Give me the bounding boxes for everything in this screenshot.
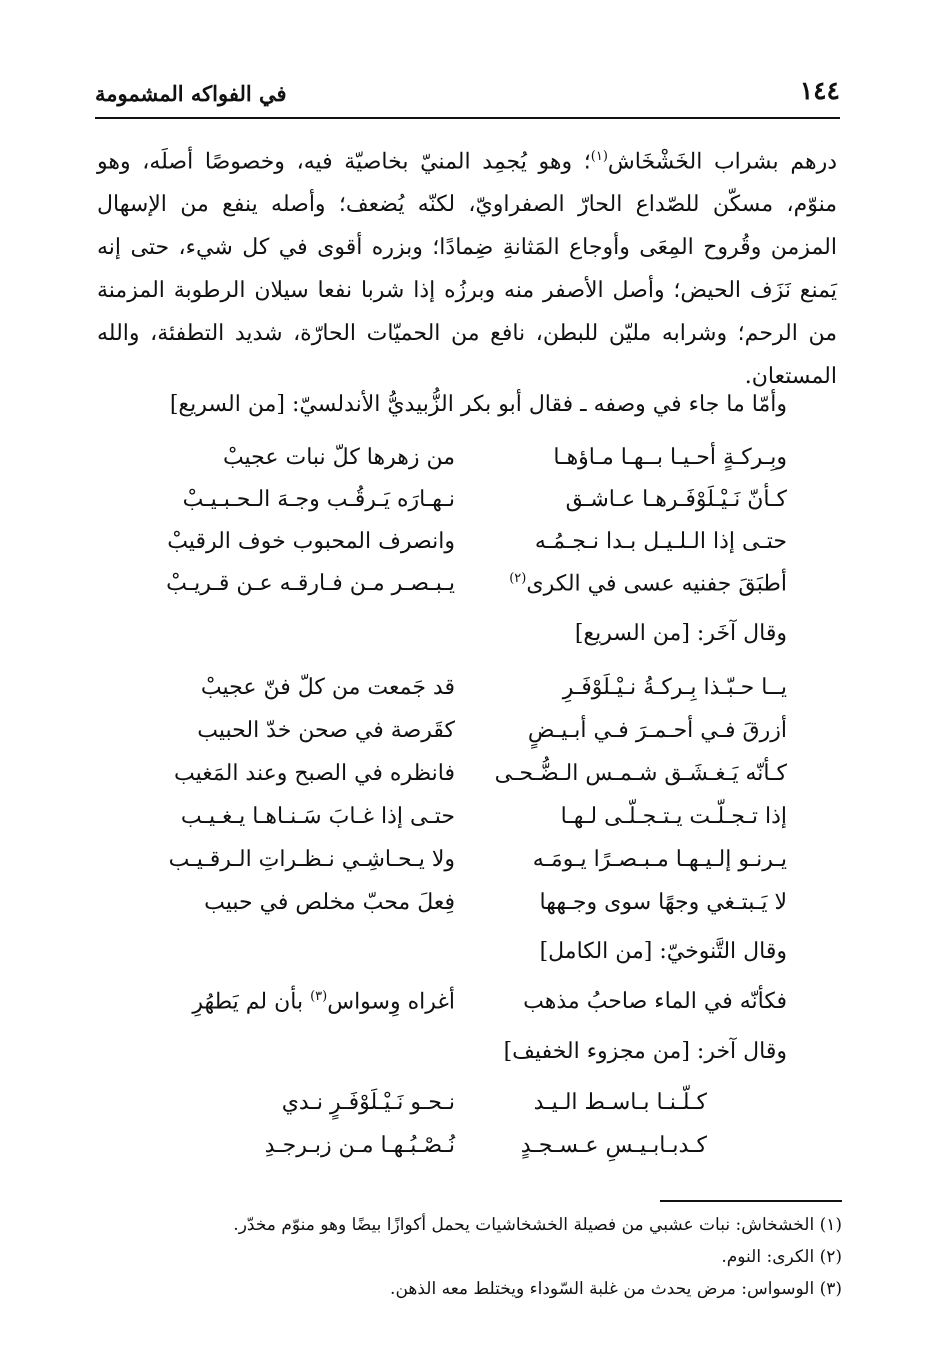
poem2-verse4-left: حتـى إذا غـابَ سَـنـاهـا يـغـيـب bbox=[180, 804, 455, 829]
page-number: ١٤٤ bbox=[799, 76, 840, 105]
poem1-verse1-left: من زهرها كلّ نبات عجيبْ bbox=[222, 445, 455, 470]
poem3-verse1-right: فكأنّه في الماء صاحبُ مذهب bbox=[523, 989, 787, 1014]
poem2-verse4-right: إذا تـجـلّـت يـتـجـلّـى لـهـا bbox=[560, 804, 787, 829]
running-title: في الفواكه المشمومة bbox=[95, 81, 287, 106]
paragraph-part-1: درهم بشراب الخَشْخَاش bbox=[607, 149, 838, 175]
header-divider bbox=[95, 117, 840, 119]
poem2-verse6-right: لا يَـبتـغي وجهًا سوى وجـهها bbox=[539, 890, 787, 915]
paragraph-part-2: ؛ وهو يُجمِد المنيّ بخاصيّة فيه، وخصوصًا أصلَه، وهو منوّم، مسكّن للصّداع الحارّ الصفراويّ، لكنّه يُضعف؛ وأصله ينفع من الإسهال المزمن وقُروح المِعَى وأوجاع المَثانةِ ضِمادًا؛ وبزره أقوى في كل شيء، حتى إنه يَمنع نَزَف الحيض؛ وأصل الأصفر منه وبرزُه إذا شربا نفعا سيلان الرطوبة المزمنة من الرحم؛ وشرابه مليّن للبطن، نافع من الحميّات الحارّة، شديد التطفئة، والله المستعان. bbox=[97, 149, 837, 390]
poem1-verse3-right: حتـى إذا الـلـيـل بـدا نـجـمُـه bbox=[534, 529, 787, 554]
body-paragraph bbox=[97, 135, 837, 398]
poem2-verse2-right: أزرقَ فـي أحـمـرَ فـي أبـيـضٍ bbox=[527, 718, 787, 743]
poem1-verse2-right: كـأنّ نَـيْـلَوْفَـرهـا عـاشـق bbox=[565, 487, 787, 512]
poem3-verse1-left-a: أغراه وِسواس bbox=[327, 989, 455, 1015]
poem3-intro: وقال التَّنوخيّ: [من الكامل] bbox=[539, 939, 787, 964]
poem4-intro: وقال آخر: [من مجزوء الخفيف] bbox=[503, 1039, 787, 1064]
poem1-verse3-left: وانصرف المحبوب خوف الرقيبْ bbox=[167, 529, 455, 554]
poem3-verse1-left-b: بأن لم يَطهُرِ bbox=[192, 989, 311, 1015]
poem4-verse1-left: نـحـو نَـيْـلَوْفَـرٍ نـدي bbox=[281, 1090, 455, 1115]
poem1-verse4-left: يـبـصـر مـن فـارقـه عـن قـريـبْ bbox=[166, 571, 455, 596]
poem2-verse5-right: يـرنـو إلـيـهـا مـبـصـرًا يـومَـه bbox=[532, 847, 787, 872]
poem2-intro: وقال آخَر: [من السريع] bbox=[574, 621, 787, 646]
poem2-verse3-left: فانظره في الصبح وعند المَغيب bbox=[174, 761, 455, 786]
footnote-1: (١) الخشخاش: نبات عشبي من فصيلة الخشخاشيات يحمل أكوازًا بيضًا وهو منوّم مخدّر. bbox=[233, 1215, 842, 1235]
poem2-verse5-left: ولا يـحـاشِـي نـظـراتِ الـرقـيـب bbox=[168, 847, 455, 872]
footnote-divider bbox=[660, 1200, 842, 1202]
poem3-verse1-left bbox=[155, 989, 455, 1014]
poem1-verse1-right: وبِـركـةٍ أحـيـا بــهـا مـاؤهـا bbox=[553, 445, 787, 470]
poem1-intro: وأمّا ما جاء في وصفه ـ فقال أبو بكر الزُّبيديُّ الأندلسيّ: [من السريع] bbox=[169, 392, 787, 417]
poem2-verse2-left: كقَرصة في صحن خدّ الحبيب bbox=[197, 718, 455, 743]
footnote-2: (٢) الكرى: النوم. bbox=[721, 1247, 842, 1267]
footnote-ref-1: (١) bbox=[590, 149, 608, 164]
poem4-verse2-right: كـدبـابـيـسِ عـسـجـدٍ bbox=[520, 1133, 707, 1158]
poem1-verse2-left: نـهـارَه يَـرقُـب وجـهَ الـحـبـيـبْ bbox=[182, 487, 455, 512]
poem4-verse1-right: كـلّـنـا بـاسـط الـيـد bbox=[533, 1090, 707, 1115]
poem2-verse6-left: فِعلَ محبّ مخلص في حبيب bbox=[204, 890, 455, 915]
poem2-verse1-left: قد جَمعت من كلّ فنّ عجيبْ bbox=[200, 675, 455, 700]
poem1-verse4-right-text: أطبَقَ جفنيه عسى في الكرى bbox=[526, 571, 787, 597]
poem2-verse3-right: كـأنّه يَـغـشَـق شـمـس الـضُّـحـى bbox=[494, 761, 787, 786]
poem4-verse2-left: نُـصْـبُـهـا مـن زبـرجـدِ bbox=[264, 1133, 455, 1158]
footnote-ref-3: (٣) bbox=[310, 989, 328, 1004]
footnote-ref-2: (٢) bbox=[509, 571, 527, 586]
poem1-verse4-right bbox=[487, 571, 787, 596]
footnote-3: (٣) الوسواس: مرض يحدث من غلبة السّوداء ويختلط معه الذهن. bbox=[390, 1279, 842, 1299]
poem2-verse1-right: يــا حـبّـذا بِـركـةُ نـيْـلَوْفَـرِ bbox=[562, 675, 787, 700]
